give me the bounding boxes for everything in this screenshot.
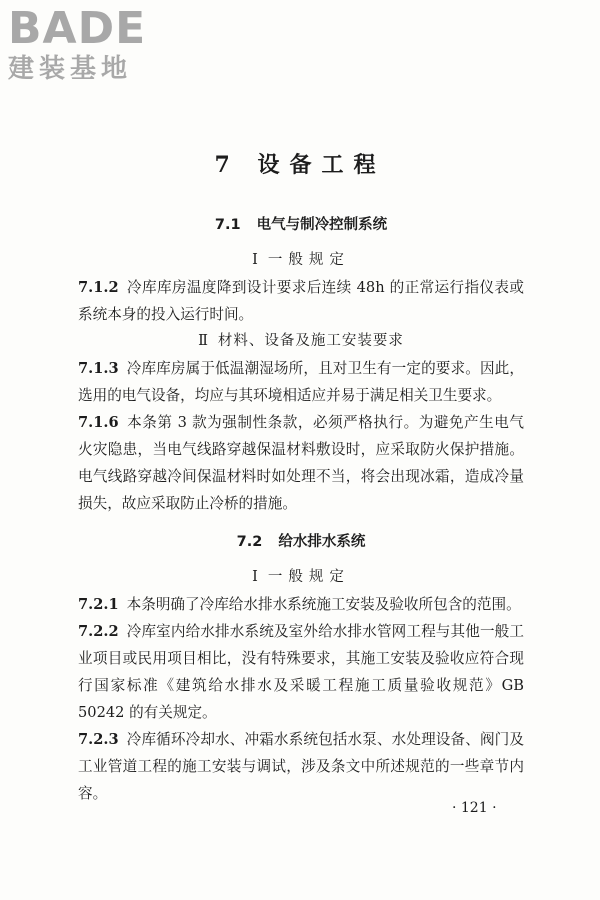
subsection-title: 一般规定 [267,569,350,585]
clause-7-2-2 [78,618,524,726]
section-number: 7.2 [236,534,263,550]
section-title-text: 给水排水系统 [278,534,366,550]
clause-number: 7.1.2 [78,279,119,296]
logo-tagline: 建装基地 [8,54,133,84]
clause-text: 本条明确了冷库给水排水系统施工安装及验收所包含的范围。 [126,596,521,613]
clause-text: 本条第 3 款为强制性条款，必须严格执行。为避免产生电气火灾隐患，当电气线路穿越保温材料敷设时，应采取防火保护措施。电气线路穿越冷间保温材料时如处理不当，将会出现冰霜，造成冷量损失，故应采取防止冷桥的措施。 [78,414,524,512]
clause-7-1-2 [78,274,524,328]
section-heading [78,212,524,239]
clause-text: 冷库室内给水排水系统及室外给水排水管网工程与其他一般工业项目或民用项目相比，没有特殊要求，其施工安装及验收应符合现行国家标准《建筑给水排水及采暖工程施工质量验收规范》GB 50242 的有关规定。 [78,623,524,721]
clause-text: 冷库库房属于低温潮湿场所，且对卫生有一定的要求。因此，选用的电气设备，均应与其环境相适应并易于满足相关卫生要求。 [78,360,524,404]
clause-text: 冷库库房温度降到设计要求后连续 48h 的正常运行指仪表或系统本身的投入运行时间。 [78,279,524,323]
subsection-title: 材料、设备及施工安装要求 [217,333,404,349]
chapter-title: 7 设备工程 [214,152,386,178]
subsection-numeral: Ⅰ [252,252,258,268]
logo-wordmark: BADE [8,3,147,54]
clause-text: 冷库循环冷却水、冲霜水系统包括水泵、水处理设备、阀门及工业管道工程的施工安装与调试，涉及条文中所述规范的一些章节内容。 [78,731,524,802]
page-content [78,212,524,807]
subsection-heading [78,328,524,355]
subsection-heading [78,564,524,591]
clause-7-1-6 [78,409,524,517]
clause-number: 7.2.2 [78,623,119,640]
section-title-text: 电气与制冷控制系统 [256,217,388,233]
subsection-numeral: Ⅰ [252,569,258,585]
bade-logo [8,3,178,84]
section-heading [78,529,524,556]
clause-7-1-3 [78,355,524,409]
clause-number: 7.1.3 [78,360,119,377]
page-number: · 121 · [452,800,497,816]
clause-7-2-3 [78,726,524,807]
subsection-title: 一般规定 [267,252,350,268]
subsection-numeral: Ⅱ [198,333,208,349]
clause-7-2-1 [78,591,524,618]
clause-number: 7.2.3 [78,731,119,748]
clause-number: 7.1.6 [78,414,119,431]
subsection-heading [78,247,524,274]
clause-number: 7.2.1 [78,596,119,613]
section-number: 7.1 [214,217,241,233]
